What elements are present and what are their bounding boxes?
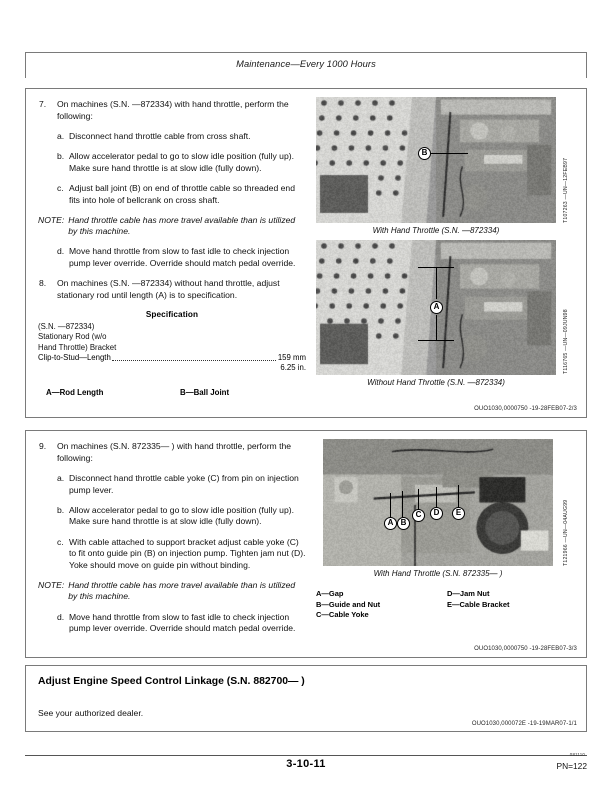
specification-value-row — [38, 353, 306, 363]
panel-2-text-column — [38, 441, 306, 643]
step-9c — [57, 537, 306, 572]
photo-with-hand-throttle-872334 — [316, 97, 556, 223]
panel-2-legend-column-2 — [447, 589, 578, 621]
step-9d-text: Move hand throttle from slow to fast idle to check injection pump lever override. Override should match pedal override. — [69, 611, 296, 634]
specification-row-label: Clip-to-Stud—Length — [38, 352, 111, 362]
callout-leader-d2 — [436, 487, 437, 507]
callout-bubble-a: A — [430, 301, 443, 314]
step-7d — [57, 246, 306, 269]
specification-line-1: (S.N. —872334) — [38, 322, 95, 332]
panel-1-legend-item-b: B—Ball Joint — [180, 388, 230, 398]
step-9-number: 9. — [39, 441, 47, 451]
photo-3-image-code: T121966 —UN—04AUG99 — [563, 499, 569, 566]
step-9b-letter: b. — [57, 504, 65, 515]
panel-3-reference-code: OUO1030,000072E -19-19MAR07-1/1 — [471, 721, 577, 727]
callout-dimension-line-a2 — [436, 315, 437, 341]
panel-2-legend — [316, 589, 578, 621]
content-panel-1 — [25, 88, 587, 418]
photo-2-image-code: T116765 —UN—09JUN98 — [563, 309, 569, 374]
step-9c-letter: c. — [57, 536, 64, 547]
page-header-band — [25, 52, 587, 78]
step-7a — [57, 131, 306, 143]
photo-3-caption: With Hand Throttle (S.N. 872335— ) — [373, 569, 503, 578]
photo-2-caption: Without Hand Throttle (S.N. —872334) — [367, 378, 505, 387]
page-header-title: Maintenance—Every 1000 Hours — [236, 59, 376, 69]
callout-bubble-c2: C — [412, 509, 425, 522]
step-9b — [57, 505, 306, 528]
specification-title: Specification — [145, 310, 199, 320]
callout-dimension-tick-top — [418, 267, 454, 268]
panel-2-note-label: NOTE: — [38, 579, 65, 590]
specification-line-2: Stationary Rod (w/o — [38, 332, 107, 342]
footer-divider — [25, 755, 587, 756]
step-9-text: On machines (S.N. 872335— ) with hand throttle, perform the following: — [57, 441, 292, 463]
section-body-text: See your authorized dealer. — [38, 708, 144, 718]
callout-leader-c2 — [418, 489, 419, 509]
step-9d-letter: d. — [57, 611, 65, 622]
callout-bubble-b: B — [418, 147, 431, 160]
step-9a — [57, 473, 306, 496]
step-7-number: 7. — [39, 99, 47, 109]
step-7b-letter: b. — [57, 151, 65, 162]
footer-page-number: 3-10-11 — [286, 758, 326, 770]
panel-1-reference-code: OUO1030,0000750 -19-28FEB07-2/3 — [474, 406, 577, 412]
step-7 — [38, 99, 306, 122]
step-7d-letter: d. — [57, 246, 65, 257]
panel-1-note-label: NOTE: — [38, 214, 65, 225]
specification-dot-leader — [112, 353, 276, 361]
step-7d-text: Move hand throttle from slow to fast idle to check injection pump lever override. Override should match pedal override. — [69, 246, 296, 268]
step-7c-letter: c. — [57, 182, 64, 193]
callout-bubble-b2: B — [397, 517, 410, 530]
step-7b — [57, 151, 306, 174]
panel-1-note-text: Hand throttle cable has more travel available than is utilized by this machine. — [68, 214, 296, 237]
callout-dimension-line-a — [436, 267, 437, 299]
step-9 — [38, 441, 306, 464]
panel-1-note — [38, 215, 306, 238]
step-8-text: On machines (S.N. —872334) without hand throttle, adjust stationary rod until length (A) is to specification. — [57, 278, 280, 300]
content-panel-2 — [25, 430, 587, 658]
section-heading: Adjust Engine Speed Control Linkage (S.N. 882700— ) — [38, 676, 305, 687]
specification-row-value-mm: 159 mm — [277, 352, 306, 362]
panel-2-legend-item-d: D—Jam Nut — [447, 589, 490, 598]
step-7c — [57, 183, 306, 206]
callout-bubble-e2: E — [452, 507, 465, 520]
panel-1-legend-item-a: A—Rod Length — [46, 388, 104, 398]
content-panel-3 — [25, 665, 587, 732]
specification-line-3: Hand Throttle) Bracket — [38, 342, 117, 352]
callout-bubble-a2: A — [384, 517, 397, 530]
callout-dimension-tick-bottom — [418, 340, 454, 341]
specification-block — [38, 310, 306, 373]
step-9b-text: Allow accelerator pedal to go to slow idle position (fully up). Make sure hand throttle is at slow idle (fully down). — [69, 504, 294, 527]
step-9a-text: Disconnect hand throttle cable yoke (C) from pin on injection pump lever. — [69, 473, 299, 495]
callout-leader-b — [431, 153, 468, 154]
panel-2-note — [38, 580, 306, 603]
step-9c-text: With cable attached to support bracket adjust cable yoke (C) to fit onto guide pin (B) on injection pump. Tighten jam nut (D). Yoke should move on guide pin without binding. — [69, 536, 306, 570]
panel-2-reference-code: OUO1030,0000750 -19-28FEB07-3/3 — [474, 646, 577, 652]
step-9d — [57, 612, 306, 635]
step-7a-text: Disconnect hand throttle cable from cross shaft. — [69, 131, 251, 142]
specification-row-value-in: 6.25 in. — [280, 363, 306, 373]
panel-1-legend — [38, 387, 306, 398]
panel-2-legend-column-1 — [316, 589, 447, 621]
footer-tiny-code: 081110 — [569, 752, 585, 757]
step-7c-text: Adjust ball joint (B) on end of throttle cable so threaded end fits into hole of bellcrank on cross shaft. — [69, 182, 295, 205]
callout-leader-e2 — [458, 485, 459, 507]
step-7-text: On machines (S.N. —872334) with hand throttle, perform the following: — [57, 99, 289, 121]
callout-bubble-d2: D — [430, 507, 443, 520]
callout-leader-b2 — [402, 491, 403, 517]
panel-2-legend-item-e: E—Cable Bracket — [447, 599, 510, 609]
photo-1-image-code: T107263 —UN—12FEB97 — [563, 157, 569, 223]
step-8-number: 8. — [39, 278, 47, 289]
footer-pn-code: PN=122 — [556, 761, 587, 771]
panel-2-legend-item-c: C—Cable Yoke — [316, 610, 369, 620]
step-7b-text: Allow accelerator pedal to go to slow idle position (fully up). Make sure hand throttle is at slow idle (fully down). — [69, 151, 294, 173]
callout-leader-a2 — [390, 493, 391, 517]
step-8 — [38, 278, 306, 301]
step-7a-letter: a. — [57, 131, 65, 142]
photo-with-hand-throttle-872335 — [323, 439, 553, 566]
step-9a-letter: a. — [57, 473, 65, 484]
panel-2-note-text: Hand throttle cable has more travel available than is utilized by this machine. — [68, 579, 296, 602]
panel-2-legend-item-b: B—Guide and Nut — [316, 599, 381, 609]
photo-1-caption: With Hand Throttle (S.N. —872334) — [372, 226, 500, 235]
panel-1-text-column — [38, 99, 306, 398]
panel-2-legend-item-a: A—Gap — [316, 589, 344, 598]
